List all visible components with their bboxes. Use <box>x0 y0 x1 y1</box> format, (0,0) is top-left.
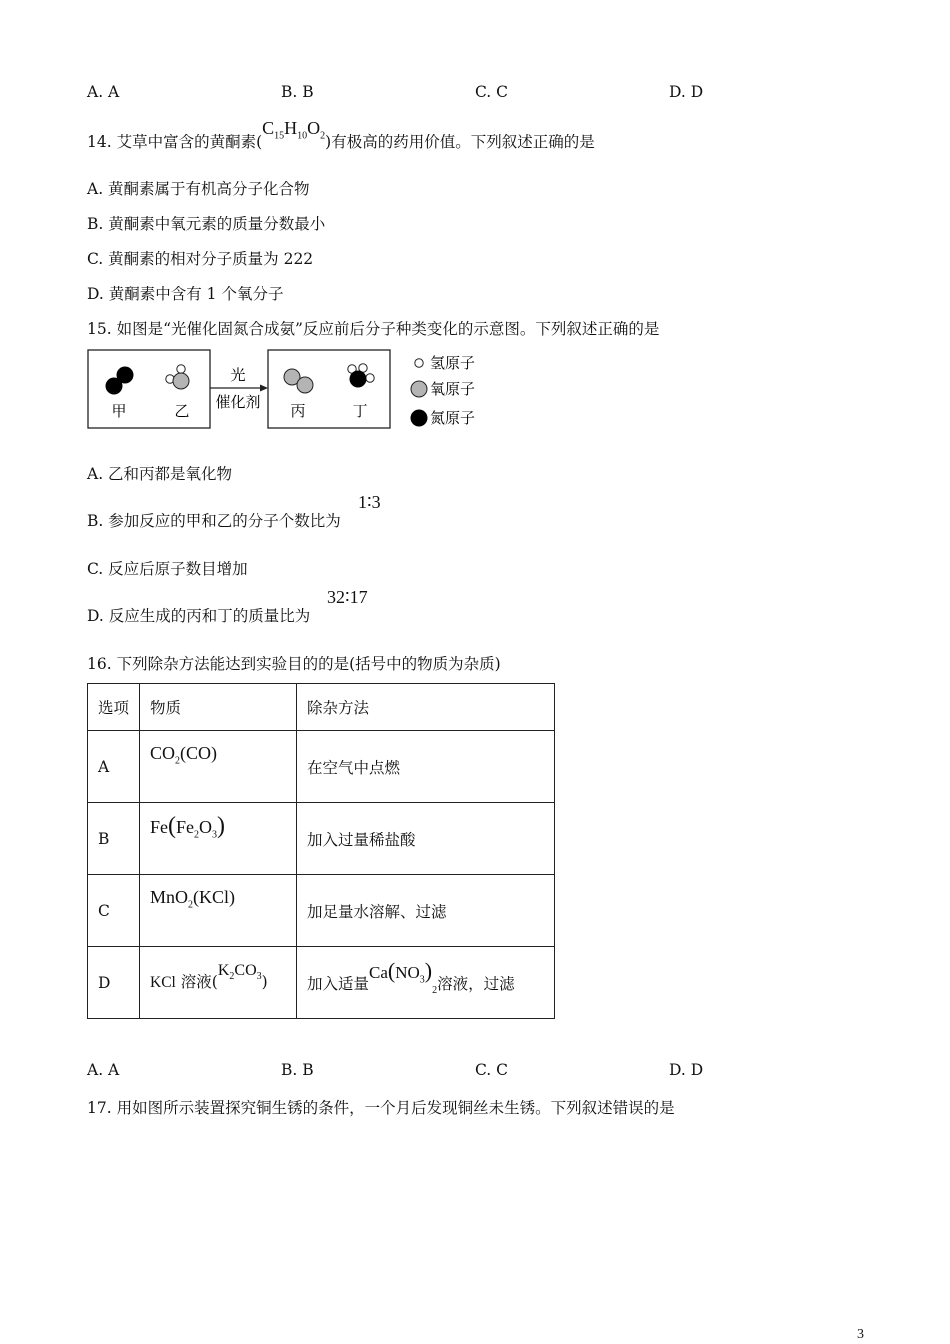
q16-table <box>87 683 555 1019</box>
header-option: 选项 <box>88 684 140 731</box>
legend-oxygen-icon <box>411 381 427 397</box>
row-method: 加足量水溶解、过滤 <box>297 875 555 947</box>
oxygen-atom <box>297 377 313 393</box>
q14-stem-prefix: 14. 艾草中富含的黄酮素( <box>87 133 263 151</box>
q14-option-b: B. 黄酮素中氧元素的质量分数最小 <box>87 215 326 233</box>
q14-stem <box>87 115 595 155</box>
q15-reaction-diagram <box>86 346 496 432</box>
q15-option-d-ratio: 32∶17 <box>327 587 368 607</box>
q16-option-d: D. D <box>669 1061 704 1079</box>
arrow-label-light: 光 <box>230 366 246 384</box>
q14-formula: $C_{15}H_{10}O_2$ <box>262 118 326 142</box>
row-option: A <box>88 731 140 803</box>
label-jia: 甲 <box>111 402 127 420</box>
row-substance: $CO_2(CO)$ <box>140 731 297 803</box>
q14-option-a: A. 黄酮素属于有机高分子化合物 <box>87 180 310 198</box>
row-method: 加入适量$Ca(NO_3)_2$溶液，过滤 <box>297 947 555 1019</box>
header-method: 除杂方法 <box>297 684 555 731</box>
hydrogen-atom <box>366 374 374 382</box>
q16-option-a: A. A <box>87 1061 120 1079</box>
legend-oxygen-label: 氧原子 <box>430 380 476 398</box>
q13-option-c: C. C <box>475 83 509 101</box>
q15-option-b: B. 参加反应的甲和乙的分子个数比为 <box>87 512 341 530</box>
row-substance: KCl 溶液$(K_2CO_3)$ <box>140 947 297 1019</box>
table-row <box>88 947 555 1019</box>
q13-option-a: A. A <box>87 83 120 101</box>
q15-option-c: C. 反应后原子数目增加 <box>87 560 248 578</box>
q16-option-b: B. B <box>281 1061 314 1079</box>
label-bing: 丙 <box>290 402 306 420</box>
header-substance: 物质 <box>140 684 297 731</box>
q16-stem: 16. 下列除杂方法能达到实验目的的是(括号中的物质为杂质) <box>87 655 501 673</box>
table-row <box>88 875 555 947</box>
row-option: C <box>88 875 140 947</box>
row-method: 在空气中点燃 <box>297 731 555 803</box>
q17-stem: 17. 用如图所示装置探究铜生锈的条件，一个月后发现铜丝未生锈。下列叙述错误的是 <box>87 1099 675 1117</box>
arrow-label-catalyst: 催化剂 <box>215 393 261 411</box>
table-row <box>88 803 555 875</box>
arrow-head-icon <box>260 385 268 392</box>
q13-option-b: B. B <box>281 83 314 101</box>
legend-nitrogen-label: 氮原子 <box>430 409 476 427</box>
hydrogen-atom <box>177 365 185 373</box>
q13-option-d: D. D <box>669 83 704 101</box>
q15-option-a: A. 乙和丙都是氧化物 <box>87 465 233 483</box>
product-box <box>268 350 390 428</box>
table-header-row <box>88 684 555 731</box>
nitrogen-atom <box>106 378 123 395</box>
legend-nitrogen-icon <box>411 410 428 427</box>
oxygen-atom <box>173 373 189 389</box>
q15-option-d: D. 反应生成的丙和丁的质量比为 <box>87 607 311 625</box>
page-number: 3 <box>857 1327 864 1342</box>
q15-stem: 15. 如图是“光催化固氮合成氨”反应前后分子种类变化的示意图。下列叙述正确的是 <box>87 320 660 338</box>
legend-hydrogen-label: 氢原子 <box>430 354 476 372</box>
q15-option-b-ratio: 1∶3 <box>358 492 381 512</box>
table-row <box>88 731 555 803</box>
row-substance: $Fe(Fe_2O_3)$ <box>140 803 297 875</box>
label-yi: 乙 <box>174 402 190 420</box>
row-option: D <box>88 947 140 1019</box>
label-ding: 丁 <box>352 402 368 420</box>
nitrogen-atom <box>350 371 367 388</box>
q14-option-d: D. 黄酮素中含有 1 个氧分子 <box>87 285 284 303</box>
q14-stem-suffix: )有极高的药用价值。下列叙述正确的是 <box>325 133 595 151</box>
row-substance: MnO$_2$(KCl) <box>140 875 297 947</box>
legend-hydrogen-icon <box>415 359 423 367</box>
q16-option-c: C. C <box>475 1061 509 1079</box>
q14-option-c: C. 黄酮素的相对分子质量为 222 <box>87 250 314 268</box>
row-option: B <box>88 803 140 875</box>
row-method: 加入过量稀盐酸 <box>297 803 555 875</box>
